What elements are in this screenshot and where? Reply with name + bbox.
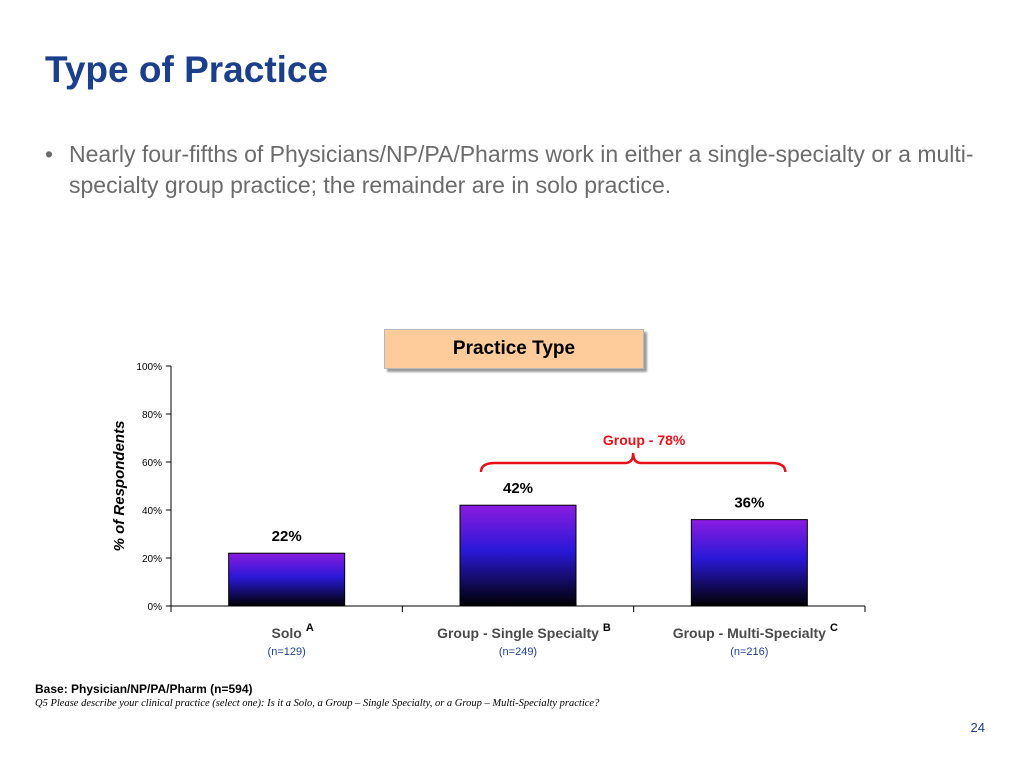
sample-size-label: (n=216) [730,646,769,658]
y-tick-label: 40% [141,506,162,517]
category-label: Group - Single Specialty [437,625,599,641]
chart-title-box [384,329,644,369]
bar-1 [229,553,345,606]
group-annotation: Group - 78% [602,432,686,448]
y-axis-label: % of Respondents [111,420,128,552]
page-number: 24 [970,720,985,735]
y-tick-label: 80% [141,410,162,421]
question-note: Q5 Please describe your clinical practice (select one): Is it a Solo, a Group – Single Specialty, or a Group – Multi-Specialty practice? [35,698,600,709]
y-tick-label: 0% [147,602,162,613]
category-letter: A [305,622,314,634]
sample-size-label: (n=249) [498,646,538,658]
data-label: 36% [734,494,765,512]
y-tick-label: 20% [141,554,162,565]
bar-3 [691,520,807,606]
category-label: Group - Multi-Specialty [672,625,826,641]
bar-2 [460,505,576,606]
group-brace [481,453,785,472]
slide-title: Type of Practice [45,49,329,90]
data-label: 42% [502,480,534,498]
chart-title: Practice Type [452,338,576,359]
bullet-icon: • [45,141,54,167]
category-letter: C [829,622,838,634]
base-note: Base: Physician/NP/PA/Pharm (n=594) [35,682,253,696]
sample-size-label: (n=129) [267,646,306,658]
category-label: Solo [271,625,302,641]
y-tick-label: 100% [136,362,162,373]
y-tick-label: 60% [141,458,162,469]
bullet-text: Nearly four-fifths of Physicians/NP/PA/Pharms work in either a single-specialty or a multi-specialty group practice; the remainder are in solo practice. [69,141,974,198]
data-label: 22% [271,528,302,546]
category-letter: B [602,622,611,634]
